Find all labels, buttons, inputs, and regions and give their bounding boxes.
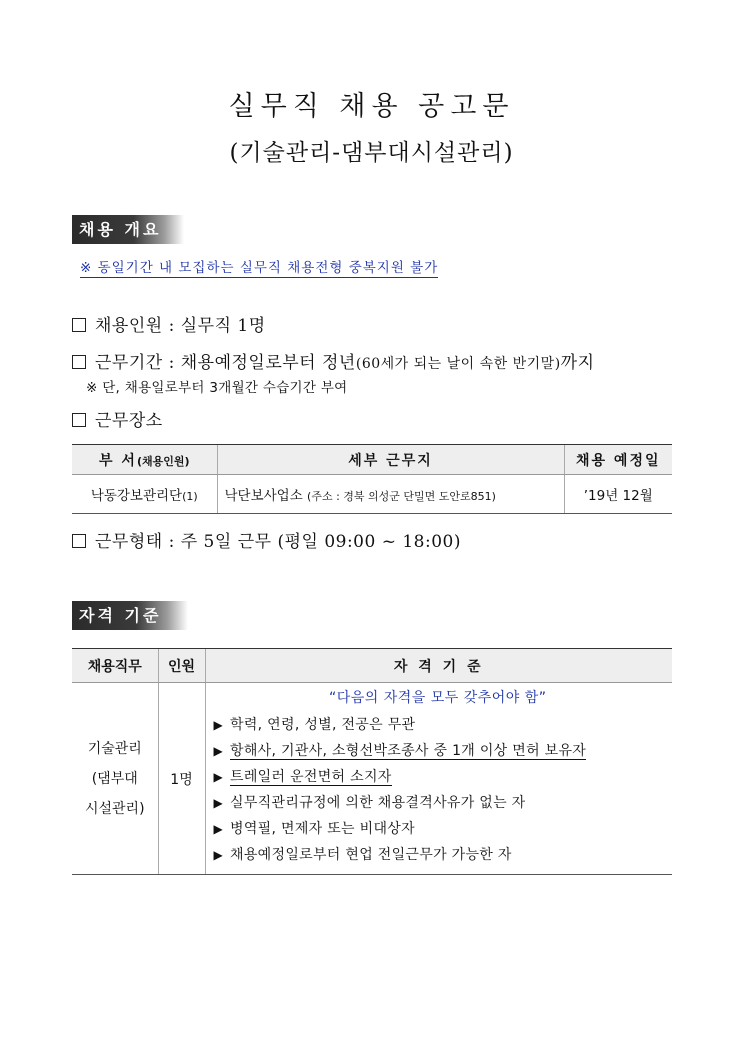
- headcount-label: 채용인원 : 실무직 1명: [95, 316, 266, 336]
- office-address: (주소 : 경북 의성군 단밀면 도안로851): [307, 490, 496, 503]
- header-dept-label: 부 서: [99, 452, 137, 469]
- cell-date: ’19년 12월: [564, 475, 672, 514]
- list-item: [214, 816, 673, 842]
- work-type-label: 근무형태 : 주 5일 근무 (평일 09:00 ~ 18:00): [95, 532, 461, 552]
- list-item: [214, 764, 673, 790]
- page-subtitle: (기술관리-댐부대시설관리): [229, 140, 514, 166]
- header-criteria: 자 격 기 준: [205, 649, 672, 683]
- table-row: [72, 475, 672, 514]
- criteria-quote: “다음의 자격을 모두 갖추어야 함”: [328, 690, 547, 706]
- table-row: [72, 683, 672, 875]
- list-item: [214, 738, 673, 764]
- work-location-item: [72, 406, 163, 431]
- criteria-text: 항해사, 기관사, 소형선박조종사 중 1개 이상 면허 보유자: [230, 743, 587, 759]
- location-table: [72, 444, 672, 514]
- header-count: 인원: [158, 649, 205, 683]
- job-line: 기술관리: [87, 740, 142, 757]
- list-item: [214, 790, 673, 816]
- checkbox-icon: [72, 413, 86, 427]
- bullet-triangle-icon: ▶: [213, 848, 224, 862]
- criteria-text: 실무직관리규정에 의한 채용결격사유가 없는 자: [230, 795, 526, 811]
- bullet-triangle-icon: ▶: [213, 770, 224, 784]
- cell-detail: [217, 475, 564, 514]
- office-name: 낙단보사업소: [224, 488, 303, 504]
- duplicate-application-notice: ※ 동일기간 내 모집하는 실무직 채용전형 중복지원 불가: [80, 256, 438, 278]
- work-period-item: [72, 348, 595, 373]
- job-line: (댐부대: [91, 770, 138, 787]
- criteria-text: 병역필, 면제자 또는 비대상자: [230, 821, 415, 837]
- checkbox-icon: [72, 318, 86, 332]
- work-period-paren: (60세가 되는 날이 속한 반기말): [355, 356, 561, 372]
- headcount-item: [72, 311, 266, 336]
- job-line: 시설관리): [84, 800, 145, 817]
- page-title: 실무직 채용 공고문: [228, 91, 515, 122]
- cell-dept: [72, 475, 217, 514]
- list-item: [214, 842, 673, 868]
- list-item: [214, 712, 673, 738]
- work-period-label: 근무기간 : 채용예정일로부터 정년: [95, 353, 356, 373]
- header-dept: [72, 445, 217, 475]
- criteria-text: 채용예정일로부터 현업 전일근무가 가능한 자: [230, 847, 512, 863]
- header-job: 채용직무: [72, 649, 158, 683]
- probation-note: ※ 단, 채용일로부터 3개월간 수습기간 부여: [86, 380, 348, 396]
- bullet-triangle-icon: ▶: [213, 718, 224, 732]
- cell-count: 1명: [158, 683, 205, 875]
- bullet-triangle-icon: ▶: [213, 796, 224, 810]
- criteria-text: 학력, 연령, 성별, 전공은 무관: [230, 717, 416, 733]
- checkbox-icon: [72, 534, 86, 548]
- section-heading-qualifications: 자격 기준: [72, 601, 188, 630]
- work-period-suffix: 까지: [560, 353, 595, 373]
- criteria-list: [214, 712, 673, 868]
- dept-count: (1): [182, 490, 198, 503]
- bullet-triangle-icon: ▶: [213, 744, 224, 758]
- criteria-text: 트레일러 운전면허 소지자: [230, 769, 392, 785]
- header-detail: 세부 근무지: [217, 445, 564, 475]
- section-heading-overview: 채용 개요: [72, 215, 184, 244]
- bullet-triangle-icon: ▶: [213, 822, 224, 836]
- header-date: 채용 예정일: [564, 445, 672, 475]
- cell-job: [72, 683, 158, 875]
- work-location-label: 근무장소: [95, 411, 163, 431]
- checkbox-icon: [72, 355, 86, 369]
- cell-criteria: [205, 683, 672, 875]
- qualification-table: [72, 648, 672, 875]
- header-dept-small: (채용인원): [136, 454, 190, 468]
- dept-name: 낙동강보관리단: [90, 488, 183, 504]
- work-type-item: [72, 527, 461, 552]
